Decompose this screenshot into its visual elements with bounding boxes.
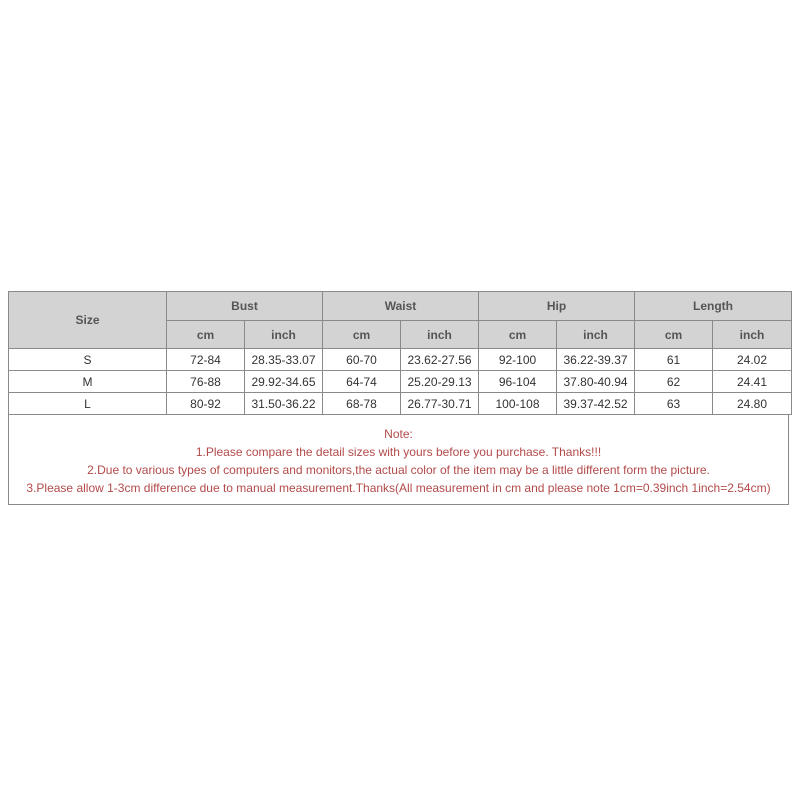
table-cell: 61 bbox=[635, 349, 713, 371]
size-cell: M bbox=[9, 371, 167, 393]
table-cell: 37.80-40.94 bbox=[557, 371, 635, 393]
unit-header: inch bbox=[713, 321, 792, 349]
unit-header: cm bbox=[479, 321, 557, 349]
table-row bbox=[9, 371, 792, 393]
note-title: Note: bbox=[384, 426, 413, 441]
table-cell: 23.62-27.56 bbox=[401, 349, 479, 371]
table-cell: 31.50-36.22 bbox=[245, 393, 323, 415]
table-cell: 60-70 bbox=[323, 349, 401, 371]
size-header: Size bbox=[9, 292, 167, 349]
table-cell: 29.92-34.65 bbox=[245, 371, 323, 393]
group-header-length: Length bbox=[635, 292, 792, 321]
unit-header: cm bbox=[635, 321, 713, 349]
table-cell: 64-74 bbox=[323, 371, 401, 393]
table-cell: 100-108 bbox=[479, 393, 557, 415]
group-header-row bbox=[9, 292, 792, 321]
table-row bbox=[9, 393, 792, 415]
table-cell: 80-92 bbox=[167, 393, 245, 415]
group-header-hip: Hip bbox=[479, 292, 635, 321]
size-chart bbox=[8, 291, 791, 505]
table-cell: 62 bbox=[635, 371, 713, 393]
unit-header: cm bbox=[323, 321, 401, 349]
table-cell: 96-104 bbox=[479, 371, 557, 393]
unit-header: inch bbox=[557, 321, 635, 349]
table-cell: 24.02 bbox=[713, 349, 792, 371]
table-cell: 76-88 bbox=[167, 371, 245, 393]
size-cell: S bbox=[9, 349, 167, 371]
table-cell: 63 bbox=[635, 393, 713, 415]
unit-header: inch bbox=[401, 321, 479, 349]
note-line-3: 3.Please allow 1-3cm difference due to manual measurement.Thanks(All measurement in cm and please note 1cm=0.39inch 1inch=2.54cm) bbox=[26, 480, 771, 495]
table-cell: 68-78 bbox=[323, 393, 401, 415]
table-cell: 36.22-39.37 bbox=[557, 349, 635, 371]
unit-header: cm bbox=[167, 321, 245, 349]
note-line-1: 1.Please compare the detail sizes with yours before you purchase. Thanks!!! bbox=[195, 444, 602, 459]
table-cell: 24.80 bbox=[713, 393, 792, 415]
table-row bbox=[9, 349, 792, 371]
table-cell: 72-84 bbox=[167, 349, 245, 371]
table-cell: 25.20-29.13 bbox=[401, 371, 479, 393]
table-cell: 39.37-42.52 bbox=[557, 393, 635, 415]
unit-header: inch bbox=[245, 321, 323, 349]
group-header-waist: Waist bbox=[323, 292, 479, 321]
size-table bbox=[8, 291, 792, 415]
table-cell: 92-100 bbox=[479, 349, 557, 371]
size-cell: L bbox=[9, 393, 167, 415]
table-cell: 28.35-33.07 bbox=[245, 349, 323, 371]
notes-box bbox=[8, 415, 789, 505]
table-cell: 24.41 bbox=[713, 371, 792, 393]
group-header-bust: Bust bbox=[167, 292, 323, 321]
note-line-2: 2.Due to various types of computers and monitors,the actual color of the item may be a little different form the picture. bbox=[87, 462, 710, 477]
table-cell: 26.77-30.71 bbox=[401, 393, 479, 415]
